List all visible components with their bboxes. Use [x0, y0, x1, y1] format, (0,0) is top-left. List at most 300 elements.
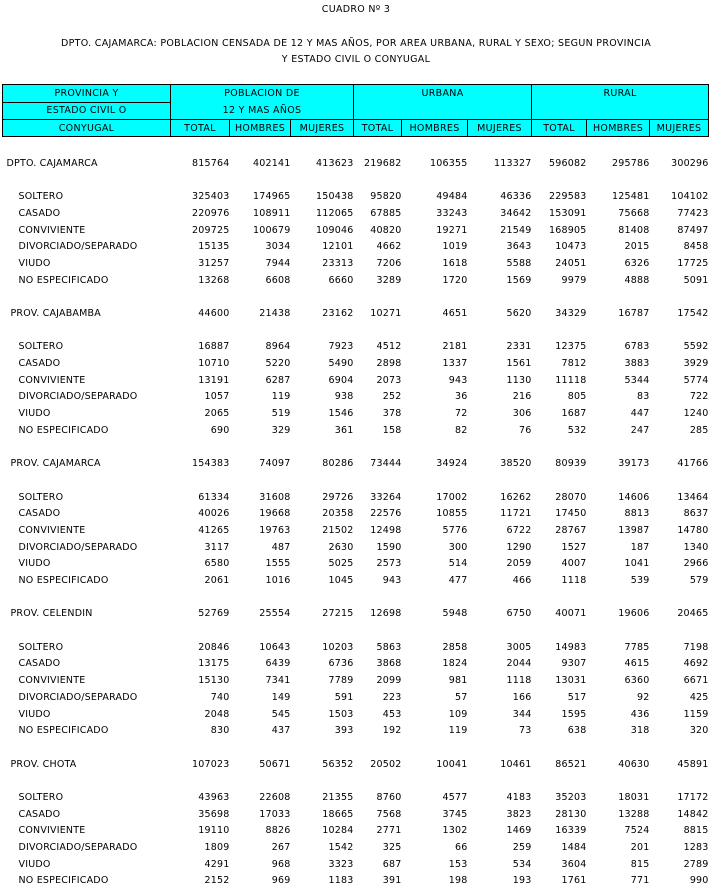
cell-value: 19606	[587, 606, 650, 623]
cell-value: 1016	[230, 572, 291, 589]
cell-value: 21355	[291, 789, 354, 806]
cell-value: 318	[587, 722, 650, 739]
row-label: CASADO	[3, 355, 171, 372]
cell-value: 300296	[650, 155, 709, 172]
cell-value: 77423	[650, 205, 709, 222]
spacer-row	[3, 172, 709, 189]
cell-value: 7785	[587, 639, 650, 656]
cell-value: 17033	[230, 806, 291, 823]
cell-value: 149	[230, 689, 291, 706]
cell-value: 5592	[650, 339, 709, 356]
cell-value: 6660	[291, 272, 354, 289]
cell-value: 938	[291, 389, 354, 406]
cell-value: 38520	[468, 455, 532, 472]
cell-value: 16787	[587, 305, 650, 322]
category-row	[3, 422, 709, 439]
row-label: PROV. CHOTA	[3, 756, 171, 773]
cell-value: 391	[354, 873, 402, 889]
row-label: CASADO	[3, 806, 171, 823]
cell-value: 12698	[354, 606, 402, 623]
cell-value: 106355	[402, 155, 468, 172]
cell-value: 4692	[650, 656, 709, 673]
cell-value: 1340	[650, 539, 709, 556]
cell-value: 80286	[291, 455, 354, 472]
cell-value: 393	[291, 722, 354, 739]
row-label: SOLTERO	[3, 789, 171, 806]
row-label: CONVIVIENTE	[3, 672, 171, 689]
cell-value: 107023	[171, 756, 230, 773]
cell-value: 154383	[171, 455, 230, 472]
cell-value: 11721	[468, 505, 532, 522]
cell-value: 2061	[171, 572, 230, 589]
cell-value: 5776	[402, 522, 468, 539]
cell-value: 545	[230, 706, 291, 723]
category-row	[3, 839, 709, 856]
cell-value: 7812	[532, 355, 587, 372]
row-label: SOLTERO	[3, 489, 171, 506]
cell-value: 40026	[171, 505, 230, 522]
cell-value: 20502	[354, 756, 402, 773]
cell-value: 14842	[650, 806, 709, 823]
cell-value: 1130	[468, 372, 532, 389]
cell-value: 10855	[402, 505, 468, 522]
cell-value: 1118	[468, 672, 532, 689]
cell-value: 3289	[354, 272, 402, 289]
category-row	[3, 706, 709, 723]
cell-value: 5948	[402, 606, 468, 623]
row-label: DIVORCIADO/SEPARADO	[3, 389, 171, 406]
cell-value: 1337	[402, 355, 468, 372]
cell-value: 50671	[230, 756, 291, 773]
cell-value: 1041	[587, 556, 650, 573]
category-row	[3, 255, 709, 272]
cell-value: 40630	[587, 756, 650, 773]
cell-value: 7524	[587, 823, 650, 840]
category-row	[3, 639, 709, 656]
cell-value: 1595	[532, 706, 587, 723]
category-row	[3, 205, 709, 222]
cell-value: 14983	[532, 639, 587, 656]
cell-value: 125481	[587, 188, 650, 205]
cell-value: 44600	[171, 305, 230, 322]
cell-value: 40071	[532, 606, 587, 623]
cell-value: 4577	[402, 789, 468, 806]
cell-value: 109046	[291, 222, 354, 239]
category-row	[3, 272, 709, 289]
header-rural-hombres: HOMBRES	[587, 120, 650, 137]
cell-value: 295786	[587, 155, 650, 172]
row-label: VIUDO	[3, 556, 171, 573]
cell-value: 80939	[532, 455, 587, 472]
cell-value: 7923	[291, 339, 354, 356]
cell-value: 27215	[291, 606, 354, 623]
header-pob-total: TOTAL	[171, 120, 230, 137]
cell-value: 10473	[532, 238, 587, 255]
cell-value: 722	[650, 389, 709, 406]
category-row	[3, 556, 709, 573]
cell-value: 247	[587, 422, 650, 439]
row-label: DIVORCIADO/SEPARADO	[3, 839, 171, 856]
cell-value: 193	[468, 873, 532, 889]
cell-value: 252	[354, 389, 402, 406]
category-row	[3, 722, 709, 739]
cell-value: 300	[402, 539, 468, 556]
cell-value: 19110	[171, 823, 230, 840]
cell-value: 2181	[402, 339, 468, 356]
cell-value: 41766	[650, 455, 709, 472]
cell-value: 1809	[171, 839, 230, 856]
cell-value: 259	[468, 839, 532, 856]
cell-value: 1469	[468, 823, 532, 840]
cell-value: 87497	[650, 222, 709, 239]
cell-value: 477	[402, 572, 468, 589]
row-label: SOLTERO	[3, 639, 171, 656]
cell-value: 6736	[291, 656, 354, 673]
row-label: SOLTERO	[3, 339, 171, 356]
cell-value: 1057	[171, 389, 230, 406]
cell-value: 10203	[291, 639, 354, 656]
cell-value: 1290	[468, 539, 532, 556]
cell-value: 219682	[354, 155, 402, 172]
cell-value: 14780	[650, 522, 709, 539]
cell-value: 28070	[532, 489, 587, 506]
cell-value: 31257	[171, 255, 230, 272]
cell-value: 1824	[402, 656, 468, 673]
cell-value: 4651	[402, 305, 468, 322]
cell-value: 1503	[291, 706, 354, 723]
cell-value: 534	[468, 856, 532, 873]
cell-value: 8826	[230, 823, 291, 840]
cell-value: 805	[532, 389, 587, 406]
cell-value: 86521	[532, 756, 587, 773]
cell-value: 17450	[532, 505, 587, 522]
cell-value: 4007	[532, 556, 587, 573]
cell-value: 14606	[587, 489, 650, 506]
cell-value: 285	[650, 422, 709, 439]
cell-value: 3883	[587, 355, 650, 372]
cell-value: 4615	[587, 656, 650, 673]
cell-value: 6783	[587, 339, 650, 356]
cell-value: 7206	[354, 255, 402, 272]
cell-value: 21502	[291, 522, 354, 539]
cell-value: 10710	[171, 355, 230, 372]
cell-value: 166	[468, 689, 532, 706]
cell-value: 402141	[230, 155, 291, 172]
cell-value: 1019	[402, 238, 468, 255]
category-row	[3, 789, 709, 806]
cell-value: 8813	[587, 505, 650, 522]
spacer-row	[3, 622, 709, 639]
category-row	[3, 339, 709, 356]
cell-value: 3929	[650, 355, 709, 372]
header-urbana: URBANA	[354, 85, 532, 120]
table-header	[3, 85, 709, 137]
cell-value: 15130	[171, 672, 230, 689]
cell-value: 815764	[171, 155, 230, 172]
cell-value: 969	[230, 873, 291, 889]
cell-value: 2048	[171, 706, 230, 723]
cell-value: 1542	[291, 839, 354, 856]
cell-value: 968	[230, 856, 291, 873]
cell-value: 7198	[650, 639, 709, 656]
category-row	[3, 505, 709, 522]
header-poblacion-line2: 12 Y MAS AÑOS	[171, 102, 353, 119]
cell-value: 113327	[468, 155, 532, 172]
cell-value: 82	[402, 422, 468, 439]
cell-value: 229583	[532, 188, 587, 205]
cell-value: 6722	[468, 522, 532, 539]
cell-value: 92	[587, 689, 650, 706]
cell-value: 19668	[230, 505, 291, 522]
census-table	[2, 84, 709, 889]
cell-value: 3323	[291, 856, 354, 873]
cell-value: 10271	[354, 305, 402, 322]
cell-value: 100679	[230, 222, 291, 239]
cell-value: 95820	[354, 188, 402, 205]
cell-value: 1561	[468, 355, 532, 372]
cell-value: 17725	[650, 255, 709, 272]
cell-value: 76	[468, 422, 532, 439]
cell-value: 5490	[291, 355, 354, 372]
cell-value: 25554	[230, 606, 291, 623]
category-row	[3, 806, 709, 823]
cell-value: 815	[587, 856, 650, 873]
cell-value: 153091	[532, 205, 587, 222]
row-label: CONVIVIENTE	[3, 372, 171, 389]
cell-value: 158	[354, 422, 402, 439]
cell-value: 112065	[291, 205, 354, 222]
spacer-row	[3, 289, 709, 306]
cell-value: 28767	[532, 522, 587, 539]
cell-value: 6360	[587, 672, 650, 689]
cell-value: 771	[587, 873, 650, 889]
cell-value: 361	[291, 422, 354, 439]
cell-value: 73444	[354, 455, 402, 472]
cell-value: 9307	[532, 656, 587, 673]
cell-value: 2771	[354, 823, 402, 840]
cell-value: 453	[354, 706, 402, 723]
spacer-row	[3, 137, 709, 156]
cell-value: 579	[650, 572, 709, 589]
row-label: SOLTERO	[3, 188, 171, 205]
cell-value: 10643	[230, 639, 291, 656]
cell-value: 12498	[354, 522, 402, 539]
cell-value: 1484	[532, 839, 587, 856]
cell-value: 57	[402, 689, 468, 706]
cell-value: 9979	[532, 272, 587, 289]
cell-value: 16887	[171, 339, 230, 356]
cell-value: 5863	[354, 639, 402, 656]
cell-value: 5344	[587, 372, 650, 389]
cell-value: 20846	[171, 639, 230, 656]
cell-value: 4888	[587, 272, 650, 289]
cell-value: 119	[402, 722, 468, 739]
cell-value: 466	[468, 572, 532, 589]
header-rural: RURAL	[532, 85, 709, 120]
cell-value: 45891	[650, 756, 709, 773]
cell-value: 2044	[468, 656, 532, 673]
header-provincia-line3: CONYUGAL	[3, 120, 171, 137]
cell-value: 40820	[354, 222, 402, 239]
category-row	[3, 656, 709, 673]
cell-value: 34642	[468, 205, 532, 222]
cell-value: 11118	[532, 372, 587, 389]
cell-value: 1045	[291, 572, 354, 589]
cell-value: 325	[354, 839, 402, 856]
cell-value: 1240	[650, 405, 709, 422]
category-row	[3, 856, 709, 873]
category-row	[3, 489, 709, 506]
cell-value: 3823	[468, 806, 532, 823]
cell-value: 17002	[402, 489, 468, 506]
cell-value: 378	[354, 405, 402, 422]
row-label: DIVORCIADO/SEPARADO	[3, 539, 171, 556]
table-title-line2: Y ESTADO CIVIL O CONYUGAL	[0, 54, 712, 65]
cell-value: 1283	[650, 839, 709, 856]
cell-value: 1555	[230, 556, 291, 573]
cell-value: 990	[650, 873, 709, 889]
row-label: CASADO	[3, 205, 171, 222]
cell-value: 20465	[650, 606, 709, 623]
cell-value: 13464	[650, 489, 709, 506]
cell-value: 7944	[230, 255, 291, 272]
cell-value: 41265	[171, 522, 230, 539]
category-row	[3, 405, 709, 422]
cell-value: 10284	[291, 823, 354, 840]
province-row	[3, 756, 709, 773]
table-number: CUADRO Nº 3	[0, 4, 712, 15]
row-label: VIUDO	[3, 706, 171, 723]
cell-value: 22576	[354, 505, 402, 522]
cell-value: 830	[171, 722, 230, 739]
cell-value: 43963	[171, 789, 230, 806]
cell-value: 192	[354, 722, 402, 739]
cell-value: 3745	[402, 806, 468, 823]
cell-value: 6671	[650, 672, 709, 689]
cell-value: 1687	[532, 405, 587, 422]
cell-value: 10041	[402, 756, 468, 773]
category-row	[3, 672, 709, 689]
cell-value: 29726	[291, 489, 354, 506]
cell-value: 28130	[532, 806, 587, 823]
cell-value: 19271	[402, 222, 468, 239]
cell-value: 34329	[532, 305, 587, 322]
cell-value: 19763	[230, 522, 291, 539]
header-urbana-mujeres: MUJERES	[468, 120, 532, 137]
cell-value: 209725	[171, 222, 230, 239]
category-row	[3, 372, 709, 389]
cell-value: 6608	[230, 272, 291, 289]
cell-value: 16262	[468, 489, 532, 506]
province-row	[3, 455, 709, 472]
cell-value: 981	[402, 672, 468, 689]
cell-value: 13987	[587, 522, 650, 539]
row-label: NO ESPECIFICADO	[3, 722, 171, 739]
cell-value: 17172	[650, 789, 709, 806]
cell-value: 153	[402, 856, 468, 873]
cell-value: 436	[587, 706, 650, 723]
cell-value: 83	[587, 389, 650, 406]
cell-value: 73	[468, 722, 532, 739]
cell-value: 1720	[402, 272, 468, 289]
cell-value: 2099	[354, 672, 402, 689]
cell-value: 21549	[468, 222, 532, 239]
category-row	[3, 823, 709, 840]
cell-value: 943	[354, 572, 402, 589]
spacer-row	[3, 589, 709, 606]
cell-value: 46336	[468, 188, 532, 205]
cell-value: 6439	[230, 656, 291, 673]
cell-value: 33264	[354, 489, 402, 506]
header-rural-mujeres: MUJERES	[650, 120, 709, 137]
cell-value: 539	[587, 572, 650, 589]
cell-value: 23162	[291, 305, 354, 322]
cell-value: 72	[402, 405, 468, 422]
row-label: NO ESPECIFICADO	[3, 572, 171, 589]
row-label: CONVIVIENTE	[3, 222, 171, 239]
cell-value: 943	[402, 372, 468, 389]
cell-value: 1761	[532, 873, 587, 889]
cell-value: 267	[230, 839, 291, 856]
spacer-row	[3, 322, 709, 339]
header-poblacion-line1: POBLACION DE	[171, 85, 353, 102]
spacer-row	[3, 739, 709, 756]
cell-value: 34924	[402, 455, 468, 472]
cell-value: 447	[587, 405, 650, 422]
spacer-row	[3, 772, 709, 789]
cell-value: 108911	[230, 205, 291, 222]
cell-value: 3643	[468, 238, 532, 255]
row-label: NO ESPECIFICADO	[3, 272, 171, 289]
category-row	[3, 539, 709, 556]
cell-value: 329	[230, 422, 291, 439]
category-row	[3, 222, 709, 239]
row-label: PROV. CELENDIN	[3, 606, 171, 623]
cell-value: 6326	[587, 255, 650, 272]
province-row	[3, 305, 709, 322]
cell-value: 24051	[532, 255, 587, 272]
cell-value: 20358	[291, 505, 354, 522]
category-row	[3, 522, 709, 539]
cell-value: 66	[402, 839, 468, 856]
spacer-row	[3, 472, 709, 489]
row-label: DIVORCIADO/SEPARADO	[3, 689, 171, 706]
cell-value: 8964	[230, 339, 291, 356]
cell-value: 425	[650, 689, 709, 706]
cell-value: 198	[402, 873, 468, 889]
cell-value: 31608	[230, 489, 291, 506]
cell-value: 2152	[171, 873, 230, 889]
cell-value: 22608	[230, 789, 291, 806]
cell-value: 104102	[650, 188, 709, 205]
cell-value: 4512	[354, 339, 402, 356]
cell-value: 1183	[291, 873, 354, 889]
header-pob-hombres: HOMBRES	[230, 120, 291, 137]
row-label: NO ESPECIFICADO	[3, 422, 171, 439]
cell-value: 33243	[402, 205, 468, 222]
cell-value: 413623	[291, 155, 354, 172]
header-pob-mujeres: MUJERES	[291, 120, 354, 137]
header-provincia-line1: PROVINCIA Y	[3, 85, 171, 103]
cell-value: 18031	[587, 789, 650, 806]
header-provincia-line2: ESTADO CIVIL O	[3, 102, 171, 120]
category-row	[3, 689, 709, 706]
cell-value: 13288	[587, 806, 650, 823]
cell-value: 13031	[532, 672, 587, 689]
cell-value: 437	[230, 722, 291, 739]
cell-value: 17542	[650, 305, 709, 322]
table-title-line1: DPTO. CAJAMARCA: POBLACION CENSADA DE 12 Y MAS AÑOS, POR AREA URBANA, RURAL Y SEXO; SEGUN PROVINCIA	[0, 38, 712, 49]
